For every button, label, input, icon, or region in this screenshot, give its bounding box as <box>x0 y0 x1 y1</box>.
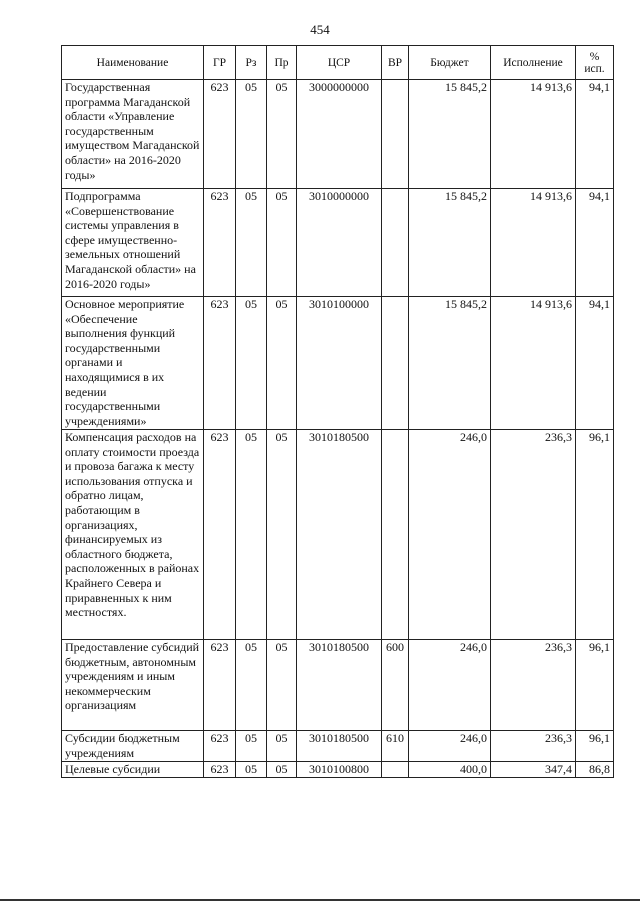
row-percent: 96,1 <box>576 430 614 640</box>
row-execution: 236,3 <box>491 640 576 731</box>
row-rz: 05 <box>236 80 267 189</box>
table-body <box>62 80 614 778</box>
row-vr <box>382 189 409 297</box>
row-rz: 05 <box>236 430 267 640</box>
row-budget: 15 845,2 <box>409 80 491 189</box>
row-vr: 610 <box>382 731 409 762</box>
row-gr: 623 <box>204 80 236 189</box>
row-execution: 236,3 <box>491 430 576 640</box>
row-rz: 05 <box>236 762 267 778</box>
row-execution: 347,4 <box>491 762 576 778</box>
row-name: Подпрограмма «Совершенствование системы управления в сфере имущественно-земельных отношений Магаданской области» на 2016-2020 годы» <box>62 189 204 297</box>
header-percent <box>576 46 614 80</box>
row-vr <box>382 762 409 778</box>
row-budget: 15 845,2 <box>409 189 491 297</box>
row-name: Компенсация расходов на оплату стоимости проезда и провоза багажа к месту использования отпуска и обратно лицам, работающим в организациях, финансируемых из областного бюджета, расположенных в районах Крайнего Севера и приравненных к ним местностях. <box>62 430 204 640</box>
header-percent-sign: % <box>589 50 600 63</box>
table-row <box>62 297 614 430</box>
row-gr: 623 <box>204 762 236 778</box>
table-row <box>62 80 614 189</box>
row-name: Целевые субсидии <box>62 762 204 778</box>
row-csr: 3010180500 <box>297 640 382 731</box>
row-budget: 246,0 <box>409 731 491 762</box>
row-rz: 05 <box>236 189 267 297</box>
header-row <box>62 46 614 80</box>
header-budget: Бюджет <box>409 46 491 80</box>
row-vr <box>382 297 409 430</box>
row-name: Основное мероприятие «Обеспечение выполнения функций государственными органами и находящимися в их ведении государственными учреждениями» <box>62 297 204 430</box>
table-row <box>62 731 614 762</box>
row-gr: 623 <box>204 189 236 297</box>
row-name: Государственная программа Магаданской области «Управление государственным имуществом Магаданской области» на 2016-2020 годы» <box>62 80 204 189</box>
table-row <box>62 189 614 297</box>
row-csr: 3010180500 <box>297 430 382 640</box>
row-percent: 96,1 <box>576 640 614 731</box>
table-header <box>62 46 614 80</box>
row-vr <box>382 80 409 189</box>
row-csr: 3010000000 <box>297 189 382 297</box>
row-percent: 94,1 <box>576 189 614 297</box>
row-gr: 623 <box>204 430 236 640</box>
header-rz: Рз <box>236 46 267 80</box>
page-bottom-rule <box>0 899 640 901</box>
row-rz: 05 <box>236 640 267 731</box>
row-vr: 600 <box>382 640 409 731</box>
row-percent: 96,1 <box>576 731 614 762</box>
row-budget: 246,0 <box>409 430 491 640</box>
row-gr: 623 <box>204 640 236 731</box>
row-pr: 05 <box>267 430 297 640</box>
row-execution: 14 913,6 <box>491 80 576 189</box>
row-budget: 246,0 <box>409 640 491 731</box>
row-gr: 623 <box>204 297 236 430</box>
table-row <box>62 762 614 778</box>
row-csr: 3010180500 <box>297 731 382 762</box>
table-row <box>62 430 614 640</box>
header-pr: Пр <box>267 46 297 80</box>
header-name: Наименование <box>62 46 204 80</box>
budget-execution-table <box>61 45 614 778</box>
row-name: Субсидии бюджетным учреждениям <box>62 731 204 762</box>
row-pr: 05 <box>267 189 297 297</box>
row-vr <box>382 430 409 640</box>
row-rz: 05 <box>236 731 267 762</box>
row-csr: 3010100800 <box>297 762 382 778</box>
row-csr: 3000000000 <box>297 80 382 189</box>
table-row <box>62 640 614 731</box>
header-vr: ВР <box>382 46 409 80</box>
header-percent-label: исп. <box>584 62 605 75</box>
header-csr: ЦСР <box>297 46 382 80</box>
row-percent: 86,8 <box>576 762 614 778</box>
row-pr: 05 <box>267 762 297 778</box>
row-csr: 3010100000 <box>297 297 382 430</box>
row-name: Предоставление субсидий бюджетным, автономным учреждениям и иным некоммерческим организациям <box>62 640 204 731</box>
row-execution: 14 913,6 <box>491 297 576 430</box>
row-percent: 94,1 <box>576 297 614 430</box>
header-execution: Исполнение <box>491 46 576 80</box>
row-percent: 94,1 <box>576 80 614 189</box>
row-gr: 623 <box>204 731 236 762</box>
row-pr: 05 <box>267 297 297 430</box>
page-number: 454 <box>310 22 330 37</box>
row-execution: 236,3 <box>491 731 576 762</box>
row-rz: 05 <box>236 297 267 430</box>
header-gr: ГР <box>204 46 236 80</box>
row-budget: 400,0 <box>409 762 491 778</box>
row-pr: 05 <box>267 640 297 731</box>
row-execution: 14 913,6 <box>491 189 576 297</box>
row-pr: 05 <box>267 80 297 189</box>
row-pr: 05 <box>267 731 297 762</box>
row-budget: 15 845,2 <box>409 297 491 430</box>
